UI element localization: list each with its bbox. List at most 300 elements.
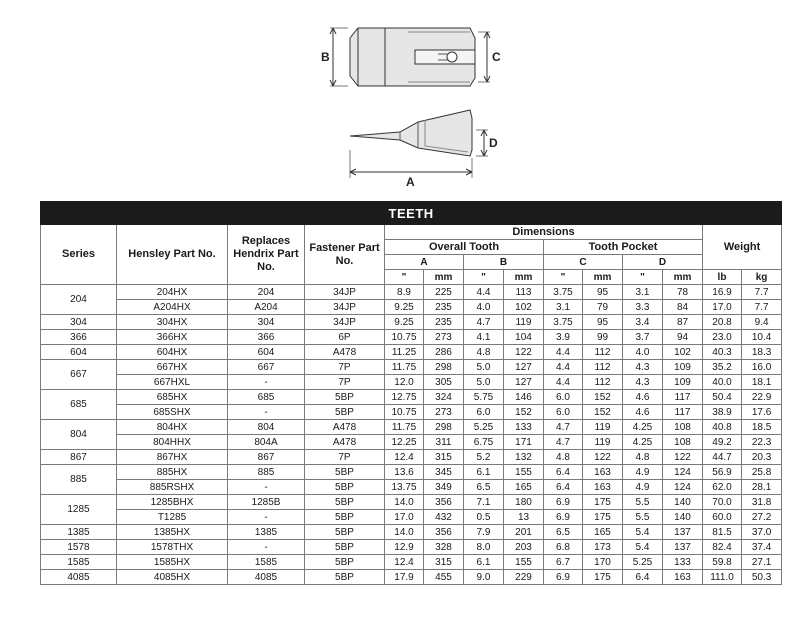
cell-weight-lb: 40.8 bbox=[703, 420, 742, 435]
cell-a-inch: 12.0 bbox=[385, 375, 424, 390]
table-row bbox=[41, 555, 782, 570]
header-tooth-pocket: Tooth Pocket bbox=[544, 240, 703, 255]
cell-d-inch: 4.25 bbox=[623, 420, 663, 435]
cell-b-mm: 155 bbox=[504, 555, 544, 570]
cell-weight-kg: 17.6 bbox=[742, 405, 782, 420]
teeth-table bbox=[40, 201, 782, 585]
cell-replaces-part: - bbox=[228, 405, 305, 420]
cell-hensley-part: 685SHX bbox=[117, 405, 228, 420]
cell-weight-lb: 38.9 bbox=[703, 405, 742, 420]
table-row bbox=[41, 315, 782, 330]
cell-replaces-part: 604 bbox=[228, 345, 305, 360]
cell-replaces-part: - bbox=[228, 375, 305, 390]
table-row bbox=[41, 285, 782, 300]
table-row bbox=[41, 375, 782, 390]
cell-c-mm: 175 bbox=[583, 510, 623, 525]
cell-a-inch: 13.6 bbox=[385, 465, 424, 480]
header-unit-mm: mm bbox=[583, 270, 623, 285]
table-title: TEETH bbox=[41, 202, 782, 225]
cell-d-mm: 137 bbox=[663, 525, 703, 540]
header-dim-c: C bbox=[544, 255, 623, 270]
cell-b-mm: 104 bbox=[504, 330, 544, 345]
cell-replaces-part: - bbox=[228, 510, 305, 525]
cell-c-inch: 6.9 bbox=[544, 510, 583, 525]
cell-b-mm: 113 bbox=[504, 285, 544, 300]
cell-fastener-part: 7P bbox=[305, 450, 385, 465]
cell-b-inch: 8.0 bbox=[464, 540, 504, 555]
cell-fastener-part: 5BP bbox=[305, 570, 385, 585]
cell-hensley-part: 604HX bbox=[117, 345, 228, 360]
table-body bbox=[41, 285, 782, 585]
cell-d-mm: 140 bbox=[663, 495, 703, 510]
cell-series: 304 bbox=[41, 315, 117, 330]
cell-a-inch: 12.75 bbox=[385, 390, 424, 405]
table-row bbox=[41, 300, 782, 315]
cell-c-inch: 6.0 bbox=[544, 390, 583, 405]
cell-series: 1285 bbox=[41, 495, 117, 525]
cell-a-inch: 12.4 bbox=[385, 555, 424, 570]
cell-b-inch: 6.75 bbox=[464, 435, 504, 450]
header-unit-mm: mm bbox=[424, 270, 464, 285]
cell-weight-lb: 111.0 bbox=[703, 570, 742, 585]
cell-fastener-part: A478 bbox=[305, 420, 385, 435]
cell-a-inch: 12.9 bbox=[385, 540, 424, 555]
cell-weight-kg: 20.3 bbox=[742, 450, 782, 465]
dimension-label-a: A bbox=[406, 175, 415, 189]
header-series: Series bbox=[41, 225, 117, 285]
cell-fastener-part: 34JP bbox=[305, 285, 385, 300]
cell-a-inch: 8.9 bbox=[385, 285, 424, 300]
cell-a-mm: 324 bbox=[424, 390, 464, 405]
table-row bbox=[41, 390, 782, 405]
cell-c-mm: 122 bbox=[583, 450, 623, 465]
cell-fastener-part: 34JP bbox=[305, 315, 385, 330]
cell-a-mm: 315 bbox=[424, 555, 464, 570]
cell-weight-kg: 7.7 bbox=[742, 300, 782, 315]
cell-a-inch: 14.0 bbox=[385, 525, 424, 540]
cell-d-mm: 124 bbox=[663, 465, 703, 480]
cell-replaces-part: 867 bbox=[228, 450, 305, 465]
cell-fastener-part: 5BP bbox=[305, 495, 385, 510]
cell-b-mm: 165 bbox=[504, 480, 544, 495]
cell-weight-kg: 50.3 bbox=[742, 570, 782, 585]
cell-b-inch: 5.75 bbox=[464, 390, 504, 405]
cell-d-mm: 117 bbox=[663, 405, 703, 420]
cell-c-mm: 99 bbox=[583, 330, 623, 345]
cell-d-inch: 3.1 bbox=[623, 285, 663, 300]
cell-d-inch: 5.4 bbox=[623, 540, 663, 555]
cell-hensley-part: 1385HX bbox=[117, 525, 228, 540]
cell-weight-lb: 56.9 bbox=[703, 465, 742, 480]
cell-b-mm: 152 bbox=[504, 405, 544, 420]
cell-a-mm: 286 bbox=[424, 345, 464, 360]
cell-weight-kg: 18.5 bbox=[742, 420, 782, 435]
cell-weight-kg: 7.7 bbox=[742, 285, 782, 300]
cell-c-mm: 152 bbox=[583, 405, 623, 420]
cell-weight-lb: 81.5 bbox=[703, 525, 742, 540]
cell-a-mm: 298 bbox=[424, 420, 464, 435]
cell-b-inch: 4.4 bbox=[464, 285, 504, 300]
cell-a-mm: 432 bbox=[424, 510, 464, 525]
cell-series: 685 bbox=[41, 390, 117, 420]
cell-weight-lb: 62.0 bbox=[703, 480, 742, 495]
cell-series: 1585 bbox=[41, 555, 117, 570]
cell-c-mm: 165 bbox=[583, 525, 623, 540]
cell-a-mm: 273 bbox=[424, 405, 464, 420]
table-row bbox=[41, 510, 782, 525]
cell-replaces-part: 1385 bbox=[228, 525, 305, 540]
cell-d-mm: 87 bbox=[663, 315, 703, 330]
header-weight: Weight bbox=[703, 225, 782, 270]
cell-a-inch: 12.4 bbox=[385, 450, 424, 465]
cell-c-mm: 152 bbox=[583, 390, 623, 405]
table-row bbox=[41, 525, 782, 540]
cell-replaces-part: 304 bbox=[228, 315, 305, 330]
cell-b-mm: 122 bbox=[504, 345, 544, 360]
cell-replaces-part: 366 bbox=[228, 330, 305, 345]
cell-c-inch: 3.9 bbox=[544, 330, 583, 345]
table-row bbox=[41, 405, 782, 420]
cell-fastener-part: 34JP bbox=[305, 300, 385, 315]
cell-a-mm: 356 bbox=[424, 525, 464, 540]
cell-d-mm: 102 bbox=[663, 345, 703, 360]
cell-weight-lb: 60.0 bbox=[703, 510, 742, 525]
cell-a-mm: 349 bbox=[424, 480, 464, 495]
cell-fastener-part: 5BP bbox=[305, 480, 385, 495]
cell-c-inch: 6.9 bbox=[544, 495, 583, 510]
cell-series: 667 bbox=[41, 360, 117, 390]
cell-weight-lb: 23.0 bbox=[703, 330, 742, 345]
cell-d-mm: 163 bbox=[663, 570, 703, 585]
cell-c-inch: 6.4 bbox=[544, 480, 583, 495]
cell-a-mm: 356 bbox=[424, 495, 464, 510]
cell-c-inch: 6.4 bbox=[544, 465, 583, 480]
cell-b-inch: 5.0 bbox=[464, 360, 504, 375]
cell-series: 204 bbox=[41, 285, 117, 315]
cell-b-inch: 5.0 bbox=[464, 375, 504, 390]
cell-replaces-part: 667 bbox=[228, 360, 305, 375]
cell-d-mm: 78 bbox=[663, 285, 703, 300]
cell-d-inch: 3.7 bbox=[623, 330, 663, 345]
cell-c-mm: 112 bbox=[583, 360, 623, 375]
cell-d-mm: 108 bbox=[663, 420, 703, 435]
cell-weight-kg: 37.4 bbox=[742, 540, 782, 555]
cell-d-inch: 5.5 bbox=[623, 495, 663, 510]
cell-d-inch: 4.9 bbox=[623, 480, 663, 495]
cell-fastener-part: 5BP bbox=[305, 405, 385, 420]
cell-fastener-part: A478 bbox=[305, 345, 385, 360]
cell-c-mm: 163 bbox=[583, 465, 623, 480]
cell-b-mm: 171 bbox=[504, 435, 544, 450]
cell-d-mm: 109 bbox=[663, 360, 703, 375]
cell-c-inch: 4.8 bbox=[544, 450, 583, 465]
header-unit-inch: " bbox=[464, 270, 504, 285]
cell-b-inch: 7.1 bbox=[464, 495, 504, 510]
cell-b-mm: 146 bbox=[504, 390, 544, 405]
cell-weight-lb: 82.4 bbox=[703, 540, 742, 555]
cell-a-mm: 235 bbox=[424, 300, 464, 315]
cell-c-inch: 3.1 bbox=[544, 300, 583, 315]
cell-c-mm: 163 bbox=[583, 480, 623, 495]
cell-fastener-part: A478 bbox=[305, 435, 385, 450]
cell-d-inch: 5.5 bbox=[623, 510, 663, 525]
dimension-label-d: D bbox=[489, 136, 498, 150]
cell-b-inch: 4.0 bbox=[464, 300, 504, 315]
cell-series: 867 bbox=[41, 450, 117, 465]
cell-c-inch: 4.4 bbox=[544, 360, 583, 375]
cell-c-mm: 173 bbox=[583, 540, 623, 555]
cell-weight-kg: 9.4 bbox=[742, 315, 782, 330]
cell-hensley-part: 885RSHX bbox=[117, 480, 228, 495]
cell-d-inch: 3.4 bbox=[623, 315, 663, 330]
cell-b-inch: 4.7 bbox=[464, 315, 504, 330]
cell-weight-lb: 35.2 bbox=[703, 360, 742, 375]
cell-b-inch: 5.25 bbox=[464, 420, 504, 435]
header-unit-mm: mm bbox=[504, 270, 544, 285]
cell-replaces-part: 885 bbox=[228, 465, 305, 480]
cell-b-mm: 132 bbox=[504, 450, 544, 465]
header-unit-inch: " bbox=[623, 270, 663, 285]
cell-c-inch: 4.7 bbox=[544, 435, 583, 450]
cell-replaces-part: 804A bbox=[228, 435, 305, 450]
cell-series: 366 bbox=[41, 330, 117, 345]
cell-weight-kg: 22.3 bbox=[742, 435, 782, 450]
cell-b-inch: 6.5 bbox=[464, 480, 504, 495]
cell-replaces-part: 4085 bbox=[228, 570, 305, 585]
cell-b-mm: 127 bbox=[504, 375, 544, 390]
cell-b-mm: 155 bbox=[504, 465, 544, 480]
cell-hensley-part: 366HX bbox=[117, 330, 228, 345]
table-row bbox=[41, 345, 782, 360]
cell-c-inch: 6.0 bbox=[544, 405, 583, 420]
cell-replaces-part: 204 bbox=[228, 285, 305, 300]
cell-a-inch: 17.9 bbox=[385, 570, 424, 585]
cell-d-mm: 122 bbox=[663, 450, 703, 465]
cell-c-inch: 4.4 bbox=[544, 345, 583, 360]
cell-b-mm: 203 bbox=[504, 540, 544, 555]
cell-fastener-part: 5BP bbox=[305, 540, 385, 555]
cell-d-inch: 5.4 bbox=[623, 525, 663, 540]
header-unit-kg: kg bbox=[742, 270, 782, 285]
cell-replaces-part: 804 bbox=[228, 420, 305, 435]
cell-a-mm: 273 bbox=[424, 330, 464, 345]
cell-fastener-part: 5BP bbox=[305, 555, 385, 570]
cell-d-inch: 4.3 bbox=[623, 360, 663, 375]
cell-d-inch: 4.8 bbox=[623, 450, 663, 465]
dimension-label-b: B bbox=[321, 50, 330, 64]
cell-weight-lb: 49.2 bbox=[703, 435, 742, 450]
cell-b-inch: 6.0 bbox=[464, 405, 504, 420]
cell-a-inch: 11.75 bbox=[385, 420, 424, 435]
cell-weight-kg: 18.3 bbox=[742, 345, 782, 360]
cell-c-inch: 3.75 bbox=[544, 315, 583, 330]
cell-d-inch: 4.3 bbox=[623, 375, 663, 390]
cell-d-inch: 4.6 bbox=[623, 390, 663, 405]
cell-a-mm: 311 bbox=[424, 435, 464, 450]
cell-b-inch: 7.9 bbox=[464, 525, 504, 540]
cell-replaces-part: 1285B bbox=[228, 495, 305, 510]
header-unit-inch: " bbox=[385, 270, 424, 285]
cell-weight-kg: 27.2 bbox=[742, 510, 782, 525]
cell-c-inch: 6.5 bbox=[544, 525, 583, 540]
cell-b-mm: 133 bbox=[504, 420, 544, 435]
cell-weight-kg: 10.4 bbox=[742, 330, 782, 345]
cell-b-mm: 127 bbox=[504, 360, 544, 375]
table-row bbox=[41, 480, 782, 495]
cell-weight-lb: 59.8 bbox=[703, 555, 742, 570]
cell-series: 604 bbox=[41, 345, 117, 360]
header-hensley-part: Hensley Part No. bbox=[117, 225, 228, 285]
cell-c-mm: 112 bbox=[583, 345, 623, 360]
cell-a-mm: 315 bbox=[424, 450, 464, 465]
cell-c-inch: 6.9 bbox=[544, 570, 583, 585]
cell-hensley-part: 804HHX bbox=[117, 435, 228, 450]
cell-c-mm: 95 bbox=[583, 285, 623, 300]
cell-fastener-part: 5BP bbox=[305, 510, 385, 525]
cell-d-inch: 3.3 bbox=[623, 300, 663, 315]
cell-a-inch: 9.25 bbox=[385, 315, 424, 330]
cell-hensley-part: 667HX bbox=[117, 360, 228, 375]
cell-replaces-part: A204 bbox=[228, 300, 305, 315]
cell-d-inch: 5.25 bbox=[623, 555, 663, 570]
cell-weight-kg: 31.8 bbox=[742, 495, 782, 510]
table-row bbox=[41, 420, 782, 435]
cell-d-mm: 124 bbox=[663, 480, 703, 495]
header-dim-b: B bbox=[464, 255, 544, 270]
cell-hensley-part: A204HX bbox=[117, 300, 228, 315]
cell-c-mm: 95 bbox=[583, 315, 623, 330]
header-unit-mm: mm bbox=[663, 270, 703, 285]
cell-c-inch: 3.75 bbox=[544, 285, 583, 300]
table-row bbox=[41, 540, 782, 555]
cell-b-inch: 9.0 bbox=[464, 570, 504, 585]
cell-d-inch: 6.4 bbox=[623, 570, 663, 585]
cell-a-inch: 10.75 bbox=[385, 330, 424, 345]
cell-fastener-part: 6P bbox=[305, 330, 385, 345]
table-row bbox=[41, 495, 782, 510]
cell-a-mm: 305 bbox=[424, 375, 464, 390]
cell-d-inch: 4.9 bbox=[623, 465, 663, 480]
cell-hensley-part: 1585HX bbox=[117, 555, 228, 570]
cell-c-mm: 119 bbox=[583, 435, 623, 450]
cell-a-inch: 9.25 bbox=[385, 300, 424, 315]
header-dim-d: D bbox=[623, 255, 703, 270]
cell-c-mm: 175 bbox=[583, 570, 623, 585]
dimension-label-c: C bbox=[492, 50, 501, 64]
cell-c-mm: 170 bbox=[583, 555, 623, 570]
cell-b-mm: 180 bbox=[504, 495, 544, 510]
teeth-table-container bbox=[40, 201, 781, 585]
cell-series: 1578 bbox=[41, 540, 117, 555]
header-overall-tooth: Overall Tooth bbox=[385, 240, 544, 255]
cell-a-inch: 14.0 bbox=[385, 495, 424, 510]
cell-series: 1385 bbox=[41, 525, 117, 540]
cell-weight-kg: 28.1 bbox=[742, 480, 782, 495]
cell-weight-lb: 40.3 bbox=[703, 345, 742, 360]
cell-b-inch: 0.5 bbox=[464, 510, 504, 525]
cell-d-inch: 4.25 bbox=[623, 435, 663, 450]
table-row bbox=[41, 330, 782, 345]
cell-weight-lb: 44.7 bbox=[703, 450, 742, 465]
cell-d-mm: 108 bbox=[663, 435, 703, 450]
cell-a-inch: 11.75 bbox=[385, 360, 424, 375]
cell-hensley-part: 1578THX bbox=[117, 540, 228, 555]
table-row bbox=[41, 450, 782, 465]
cell-c-mm: 175 bbox=[583, 495, 623, 510]
cell-hensley-part: 667HXL bbox=[117, 375, 228, 390]
table-row bbox=[41, 435, 782, 450]
cell-weight-lb: 16.9 bbox=[703, 285, 742, 300]
cell-fastener-part: 5BP bbox=[305, 525, 385, 540]
cell-weight-kg: 18.1 bbox=[742, 375, 782, 390]
table-row bbox=[41, 360, 782, 375]
cell-a-inch: 10.75 bbox=[385, 405, 424, 420]
cell-weight-kg: 27.1 bbox=[742, 555, 782, 570]
cell-hensley-part: 304HX bbox=[117, 315, 228, 330]
cell-a-mm: 225 bbox=[424, 285, 464, 300]
cell-b-mm: 102 bbox=[504, 300, 544, 315]
cell-a-mm: 345 bbox=[424, 465, 464, 480]
cell-a-inch: 12.25 bbox=[385, 435, 424, 450]
cell-weight-kg: 22.9 bbox=[742, 390, 782, 405]
header-replaces-hendrix: Replaces Hendrix Part No. bbox=[228, 225, 305, 285]
cell-d-mm: 84 bbox=[663, 300, 703, 315]
cell-b-inch: 5.2 bbox=[464, 450, 504, 465]
cell-fastener-part: 5BP bbox=[305, 390, 385, 405]
cell-replaces-part: 1585 bbox=[228, 555, 305, 570]
cell-series: 804 bbox=[41, 420, 117, 450]
cell-d-inch: 4.0 bbox=[623, 345, 663, 360]
cell-c-inch: 4.7 bbox=[544, 420, 583, 435]
cell-b-inch: 6.1 bbox=[464, 555, 504, 570]
cell-hensley-part: 4085HX bbox=[117, 570, 228, 585]
cell-hensley-part: 885HX bbox=[117, 465, 228, 480]
cell-a-mm: 298 bbox=[424, 360, 464, 375]
header-dimensions: Dimensions bbox=[385, 225, 703, 240]
cell-d-mm: 137 bbox=[663, 540, 703, 555]
cell-hensley-part: 204HX bbox=[117, 285, 228, 300]
cell-weight-lb: 70.0 bbox=[703, 495, 742, 510]
cell-hensley-part: 685HX bbox=[117, 390, 228, 405]
cell-d-mm: 109 bbox=[663, 375, 703, 390]
cell-c-inch: 6.7 bbox=[544, 555, 583, 570]
cell-weight-lb: 40.0 bbox=[703, 375, 742, 390]
header-fastener: Fastener Part No. bbox=[305, 225, 385, 285]
cell-a-inch: 17.0 bbox=[385, 510, 424, 525]
table-header bbox=[41, 202, 782, 285]
cell-b-inch: 4.8 bbox=[464, 345, 504, 360]
cell-b-inch: 4.1 bbox=[464, 330, 504, 345]
cell-weight-lb: 20.8 bbox=[703, 315, 742, 330]
cell-d-mm: 133 bbox=[663, 555, 703, 570]
cell-d-mm: 94 bbox=[663, 330, 703, 345]
cell-hensley-part: T1285 bbox=[117, 510, 228, 525]
cell-weight-kg: 16.0 bbox=[742, 360, 782, 375]
cell-c-mm: 119 bbox=[583, 420, 623, 435]
header-dim-a: A bbox=[385, 255, 464, 270]
cell-a-mm: 235 bbox=[424, 315, 464, 330]
cell-fastener-part: 7P bbox=[305, 375, 385, 390]
cell-a-mm: 328 bbox=[424, 540, 464, 555]
header-unit-inch: " bbox=[544, 270, 583, 285]
cell-b-mm: 201 bbox=[504, 525, 544, 540]
cell-b-mm: 13 bbox=[504, 510, 544, 525]
cell-weight-lb: 17.0 bbox=[703, 300, 742, 315]
cell-weight-kg: 25.8 bbox=[742, 465, 782, 480]
cell-weight-lb: 50.4 bbox=[703, 390, 742, 405]
cell-d-inch: 4.6 bbox=[623, 405, 663, 420]
cell-hensley-part: 867HX bbox=[117, 450, 228, 465]
